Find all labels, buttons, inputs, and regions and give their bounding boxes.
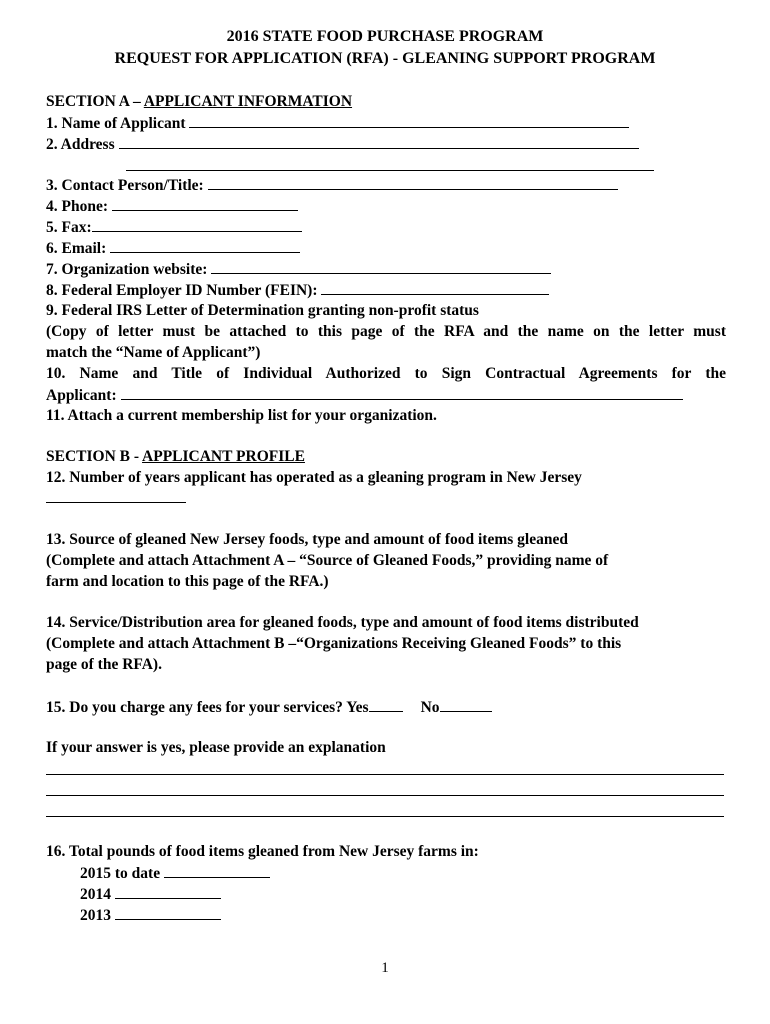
contact-person-label: 3. Contact Person/Title: [46,177,204,194]
item-phone [46,196,298,217]
authorized-signer-line1: 10. Name and Title of Individual Authorized to Sign Contractual Agreements for the [46,365,726,382]
website-label: 7. Organization website: [46,261,208,278]
website-field[interactable] [211,259,551,274]
contact-person-field[interactable] [208,175,618,190]
item-total-pounds: 16. Total pounds of food items gleaned from New Jersey farms in: [46,843,479,860]
item-year-2013 [80,905,221,926]
name-of-applicant-field[interactable] [189,113,629,128]
section-b-prefix: SECTION B - [46,448,143,465]
item-year-2015 [80,863,270,884]
fees-yes-field[interactable] [369,697,403,712]
item-contact-person [46,175,618,196]
item-source-gleaned-line3: farm and location to this page of the RFA.) [46,573,329,590]
fees-no-label: No [420,699,440,716]
item-address [46,134,639,155]
irs-letter-note-line1: (Copy of letter must be attached to this page of the RFA and the name on the letter must [46,323,726,340]
year-2014-field[interactable] [115,884,221,899]
fax-label: 5. Fax: [46,219,92,236]
item-source-gleaned-line2: (Complete and attach Attachment A – “Source of Gleaned Foods,” providing name of [46,552,609,569]
item-irs-letter: 9. Federal IRS Letter of Determination granting non-profit status [46,302,479,319]
phone-field[interactable] [112,196,298,211]
email-field[interactable] [110,238,300,253]
address-field-line1[interactable] [119,134,639,149]
item-fein [46,280,549,301]
item-website [46,259,551,280]
header-title-line2: REQUEST FOR APPLICATION (RFA) - GLEANING SUPPORT PROGRAM [114,50,656,67]
section-b-heading [46,447,305,467]
year-2015-label: 2015 to date [80,865,161,882]
explanation-field-line1[interactable] [46,774,724,775]
years-operated-field[interactable] [46,502,186,503]
phone-label: 4. Phone: [46,198,108,215]
year-2013-label: 2013 [80,907,111,924]
header-title-line1: 2016 STATE FOOD PURCHASE PROGRAM [226,28,544,45]
item-years-operated: 12. Number of years applicant has operated as a gleaning program in New Jersey [46,469,582,486]
item-distribution-line3: page of the RFA). [46,656,162,673]
section-a-prefix: SECTION A – [46,93,144,110]
item-distribution-line2: (Complete and attach Attachment B –“Organizations Receiving Gleaned Foods” to this [46,635,622,652]
fein-label: 8. Federal Employer ID Number (FEIN): [46,282,318,299]
item-fees [46,697,492,718]
section-b-title: APPLICANT PROFILE [142,448,305,465]
authorized-signer-label: Applicant: [46,387,117,404]
irs-letter-note-line2: match the “Name of Applicant”) [46,344,261,361]
fees-no-field[interactable] [440,697,492,712]
explanation-field-line2[interactable] [46,795,724,796]
fees-label: 15. Do you charge any fees for your services? Yes [46,699,369,716]
item-year-2014 [80,884,221,905]
address-field-line2[interactable] [126,170,654,171]
section-a-title: APPLICANT INFORMATION [143,93,353,110]
item-fees-explanation: If your answer is yes, please provide an explanation [46,739,386,756]
authorized-signer-field[interactable] [121,385,683,400]
page-number: 1 [381,960,389,976]
email-label: 6. Email: [46,240,107,257]
fax-field[interactable] [92,217,302,232]
address-label: 2. Address [46,136,115,153]
name-of-applicant-label: 1. Name of Applicant [46,115,186,132]
item-fax [46,217,302,238]
fein-field[interactable] [321,280,549,295]
year-2014-label: 2014 [80,886,111,903]
item-email [46,238,300,259]
item-source-gleaned-line1: 13. Source of gleaned New Jersey foods, type and amount of food items gleaned [46,531,568,548]
year-2015-field[interactable] [164,863,270,878]
year-2013-field[interactable] [115,905,221,920]
item-membership-list: 11. Attach a current membership list for your organization. [46,407,437,424]
item-authorized-signer [46,385,683,406]
explanation-field-line3[interactable] [46,816,724,817]
item-name-of-applicant [46,113,629,134]
item-distribution-line1: 14. Service/Distribution area for gleaned foods, type and amount of food items distributed [46,614,639,631]
section-a-heading [46,92,352,112]
